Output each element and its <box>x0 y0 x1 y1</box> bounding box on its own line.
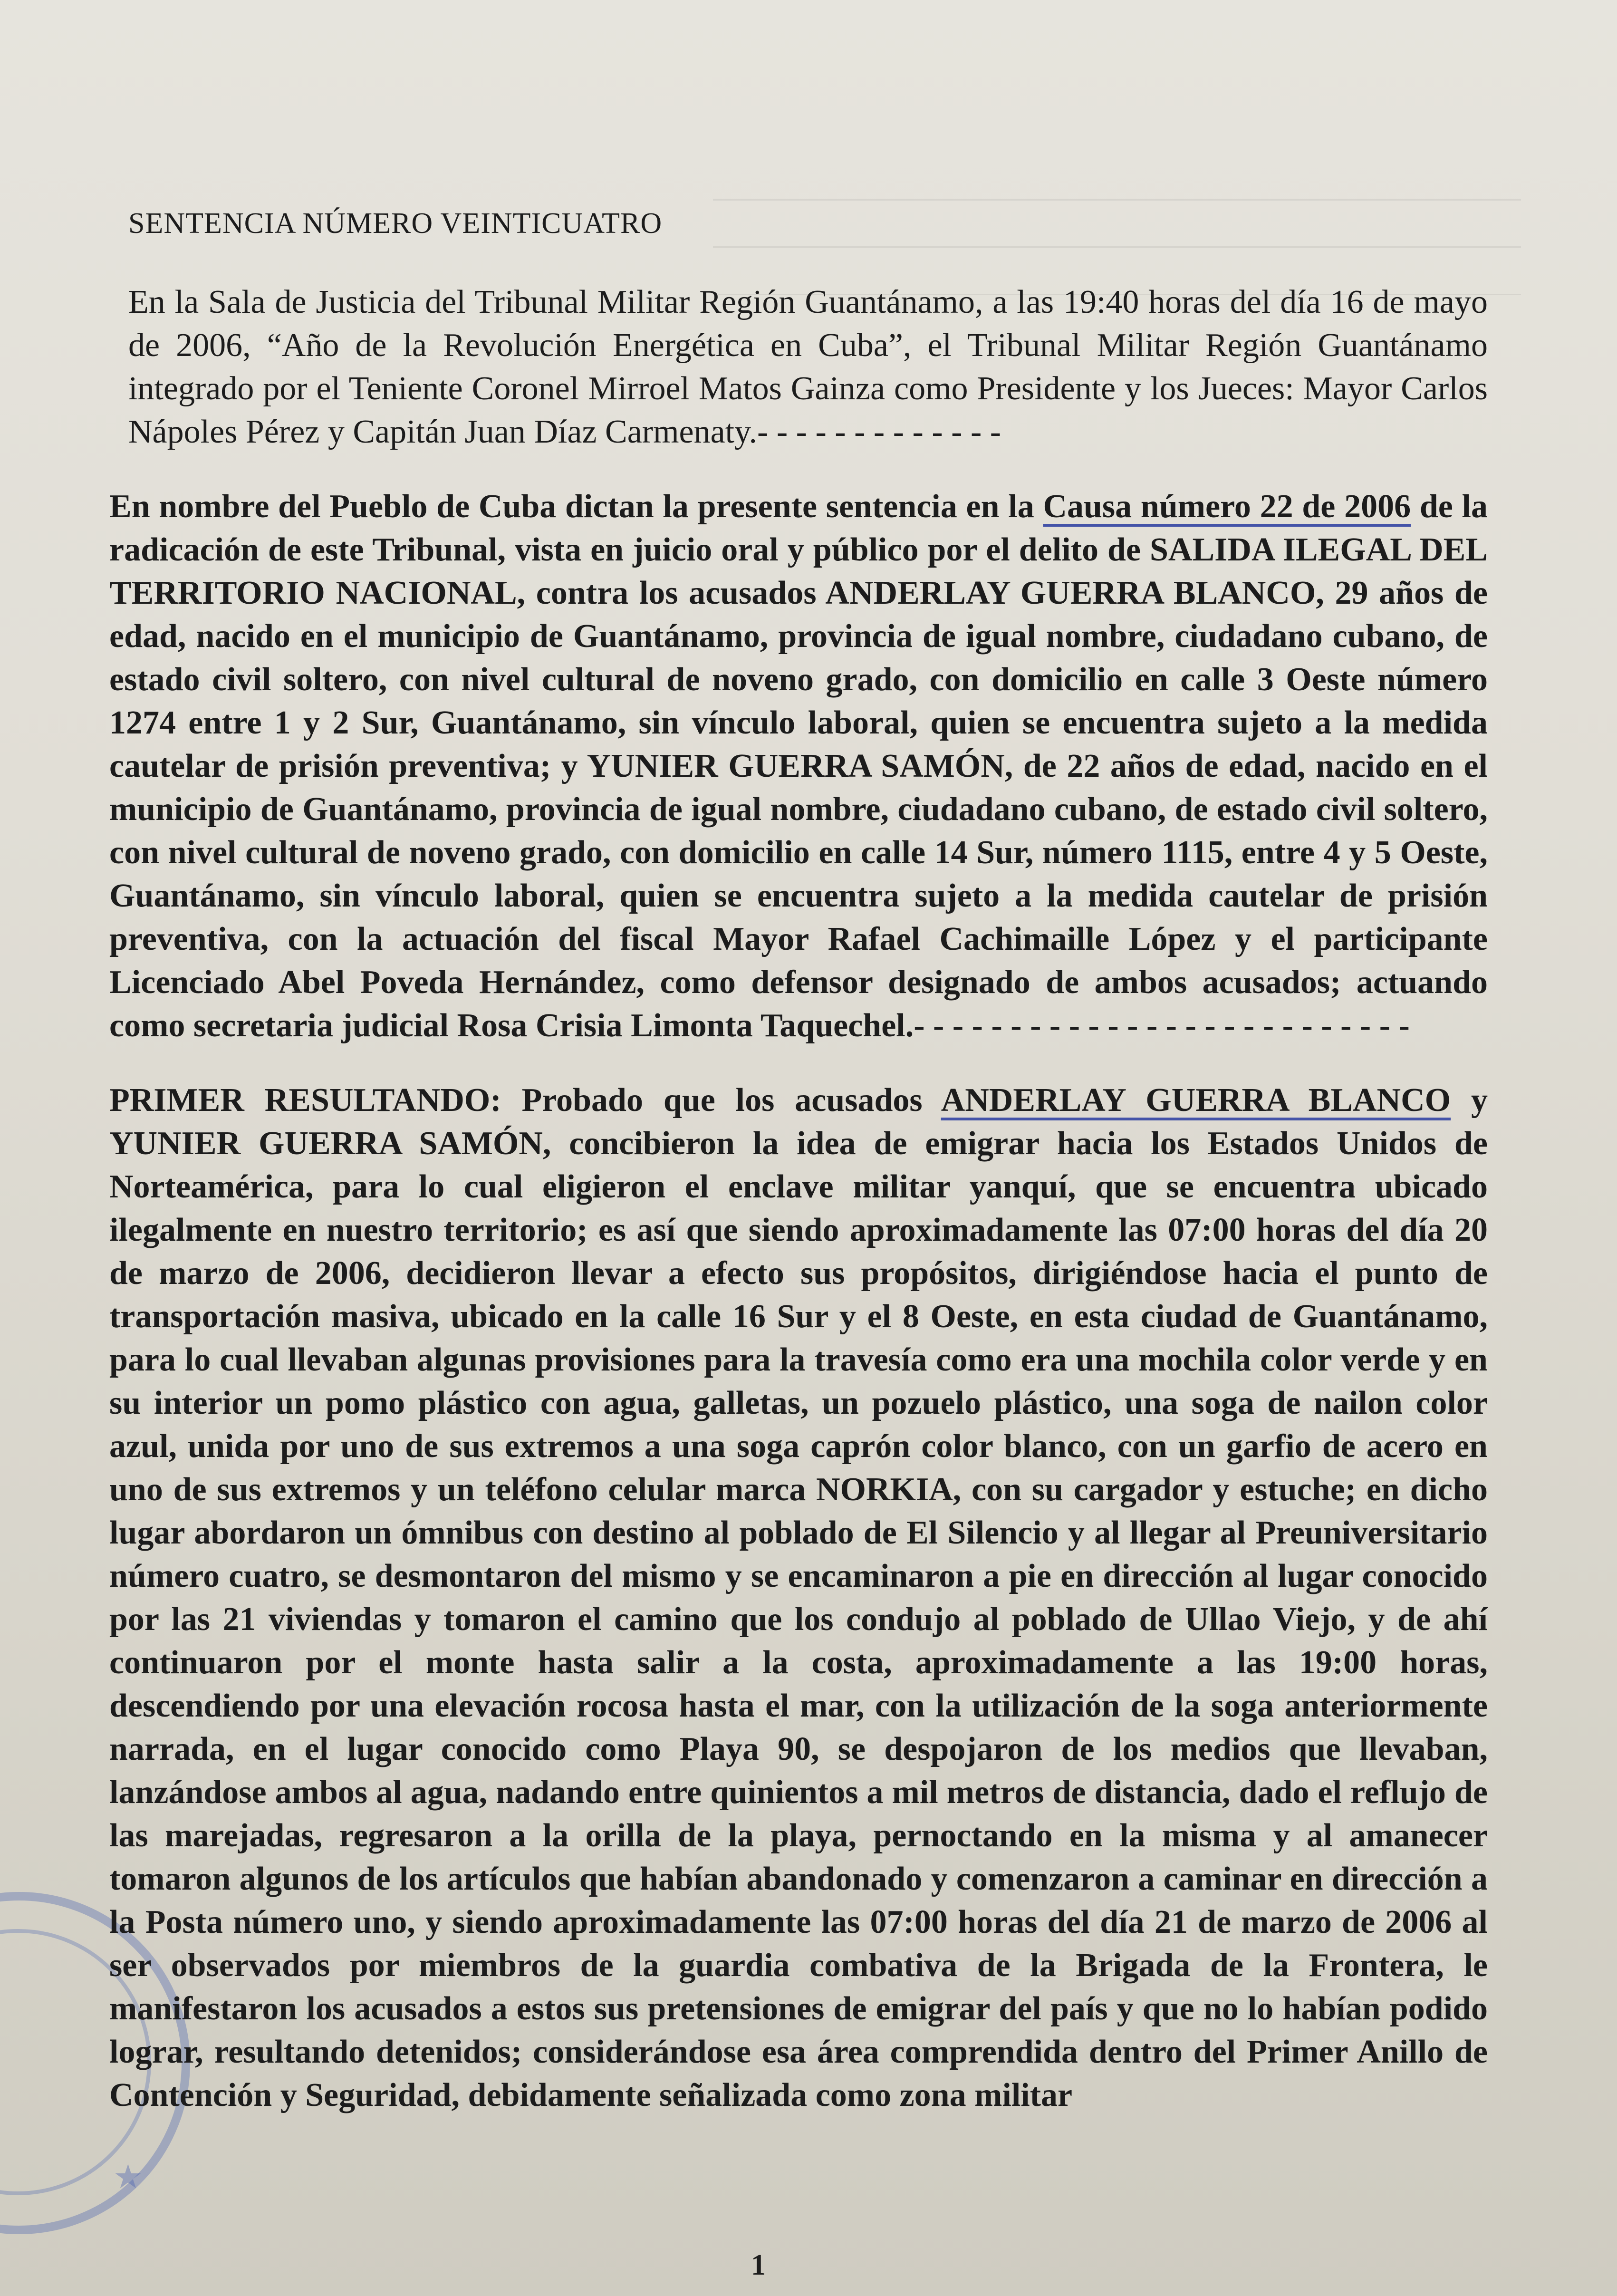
case-paragraph-intro: En nombre del Pueblo de Cuba dictan la presente sentencia en la <box>109 488 1043 525</box>
case-paragraph <box>109 485 1488 1047</box>
case-paragraph-body: de la radicación de este Tribunal, vista en juicio oral y público por el delito de SALIDA ILEGAL DEL TERRITORIO NACIONAL, contra los acusados ANDERLAY GUERRA BLANCO, 29 años de edad, nacido en el municipio de Guantánamo, provincia de igual nombre, ciudadano cubano, de estado civil soltero, con nivel cultural de noveno grado, con domicilio en calle 3 Oeste número 1274 entre 1 y 2 Sur, Guantánamo, sin vínculo laboral, quien se encuentra sujeto a la medida cautelar de prisión preventiva; y YUNIER GUERRA SAMÓN, de 22 años de edad, nacido en el municipio de Guantánamo, provincia de igual nombre, ciudadano cubano, de estado civil soltero, con nivel cultural de noveno grado, con domicilio en calle 14 Sur, número 1115, entre 4 y 5 Oeste, Guantánamo, sin vínculo laboral, quien se encuentra sujeto a la medida cautelar de prisión preventiva, con la actuación del fiscal Mayor Rafael Cachimaille López y el participante Licenciado Abel Poveda Hernández, como defensor designado de ambos acusados; actuando como secretaria judicial Rosa Crisia Limonta Taquechel.- - - - - - - - - - - - - - - - - - - - - - - - - - <box>109 488 1488 1044</box>
resultando-body: y YUNIER GUERRA SAMÓN, concibieron la idea de emigrar hacia los Estados Unidos de Norteamérica, para lo cual eligieron el enclave militar yanquí, que se encuentra ubicado ilegalmente en nuestro territorio; es así que siendo aproximadamente las 07:00 horas del día 20 de marzo de 2006, decidieron llevar a efecto sus propósitos, dirigiéndose hacia el punto de transportación masiva, ubicado en la calle 16 Sur y el 8 Oeste, en esta ciudad de Guantánamo, para lo cual llevaban algunas provisiones para la travesía como era una mochila color verde y en su interior un pomo plástico con agua, galletas, un pozuelo plástico, una soga de nailon color azul, unida por uno de sus extremos a una soga caprón color blanco, con un garfio de acero en uno de sus extremos y un teléfono celular marca NORKIA, con su cargador y estuche; en dicho lugar abordaron un ómnibus con destino al poblado de El Silencio y al llegar al Preuniversitario número cuatro, se desmontaron del mismo y se encaminaron a pie en dirección al lugar conocido por las 21 viviendas y tomaron el camino que los condujo al poblado de Ullao Viejo, y de ahí continuaron por el monte hasta salir a la costa, aproximadamente a las 19:00 horas, descendiendo por una elevación rocosa hasta el mar, con la utilización de la soga anteriormente narrada, en el lugar conocido como Playa 90, se despojaron de los medios que llevaban, lanzándose ambos al agua, nadando entre quinientos a mil metros de distancia, dado el reflujo de las marejadas, regresaron a la orilla de la playa, pernoctando en la misma y al amanecer tomaron algunos de los artículos que habían abandonado y comenzaron a caminar en dirección a la Posta número uno, y siendo aproximadamente las 07:00 horas del día 21 de marzo de 2006 al ser observados por miembros de la guardia combativa de la Brigada de la Frontera, le manifestaron los acusados a estos sus pretensiones de emigrar del país y que no lo habían podido lograr, resultando detenidos; considerándose esa área comprendida dentro del Primer Anillo de Contención y Seguridad, debidamente señalizada como zona militar <box>109 1082 1488 2113</box>
star-icon: ★ <box>113 2159 143 2196</box>
accused-name-underlined: ANDERLAY GUERRA BLANCO <box>941 1082 1451 1119</box>
resultando-intro: PRIMER RESULTANDO: Probado que los acusados <box>109 1082 941 1119</box>
case-number-underlined: Causa número 22 de 2006 <box>1043 488 1411 525</box>
primer-resultando-paragraph <box>109 1079 1488 2117</box>
page-number: 1 <box>751 2249 766 2281</box>
document-body <box>109 204 1488 2148</box>
sentence-title: SENTENCIA NÚMERO VEINTICUATRO <box>128 207 663 240</box>
opening-paragraph: En la Sala de Justicia del Tribunal Militar Región Guantánamo, a las 19:40 horas del día 16 de mayo de 2006, “Año de la Revolución Energética en Cuba”, el Tribunal Militar Región Guantánamo integrado por el Teniente Coronel Mirroel Matos Gainza como Presidente y los Jueces: Mayor Carlos Nápoles Pérez y Capitán Juan Díaz Carmenaty.- - - - - - - - - - - - - <box>128 284 1488 450</box>
